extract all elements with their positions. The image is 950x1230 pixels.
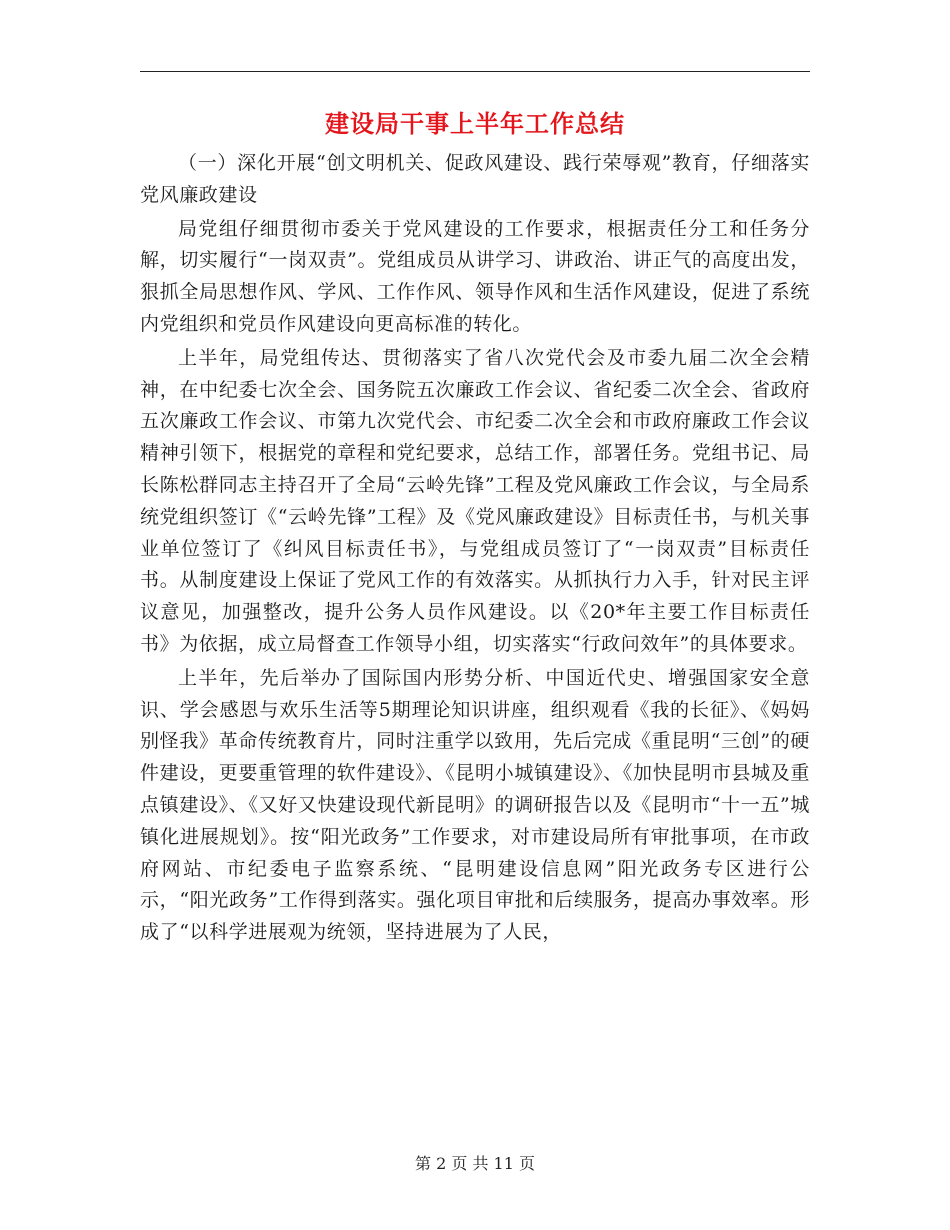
- header-rule: [140, 71, 810, 72]
- paragraph-section-heading: （一）深化开展“创文明机关、促政风建设、践行荣辱观”教育，仔细落实党风廉政建设: [140, 152, 810, 206]
- paragraph: 上半年，先后举办了国际国内形势分析、中国近代史、增强国家安全意识、学会感恩与欢乐生活等5期理论知识讲座，组织观看《我的长征》、《妈妈别怪我》革命传统教育片，同时注重学以致用，先后完成《重昆明“三创”的硬件建设，更要重管理的软件建设》、《昆明小城镇建设》、《加快昆明市县城及重点镇建设》、《又好又快建设现代新昆明》的调研报告以及《昆明市“十一五”城镇化进展规划》。按“阳光政务”工作要求，对市建设局所有审批事项，在市政府网站、市纪委电子监察系统、“昆明建设信息网”阳光政务专区进行公示，“阳光政务”工作得到落实。强化项目审批和后续服务，提高办事效率。形成了“以科学进展观为统领，坚持进展为了人民，: [140, 666, 810, 944]
- paragraph: 上半年，局党组传达、贯彻落实了省八次党代会及市委九届二次全会精神，在中纪委七次全会、国务院五次廉政工作会议、省纪委二次全会、省政府五次廉政工作会议、市第九次党代会、市纪委二次全会和市政府廉政工作会议精神引领下，根据党的章程和党纪要求，总结工作，部署任务。党组书记、局长陈松群同志主持召开了全局“云岭先锋”工程及党风廉政工作会议，与全局系统党组织签订《“云岭先锋”工程》及《党风廉政建设》目标责任书，与机关事业单位签订了《纠风目标责任书》，与党组成员签订了“一岗双责”目标责任书。从制度建设上保证了党风工作的有效落实。从抓执行力入手，针对民主评议意见，加强整改，提升公务人员作风建设。以《20*年主要工作目标责任书》为依据，成立局督查工作领导小组，切实落实“行政问效年”的具体要求。: [140, 346, 810, 655]
- document-body: [140, 148, 810, 951]
- document-title: 建设局干事上半年工作总结: [325, 109, 625, 138]
- paragraph: 局党组仔细贯彻市委关于党风建设的工作要求，根据责任分工和任务分解，切实履行“一岗双责”。党组成员从讲学习、讲政治、讲正气的高度出发，狠抓全局思想作风、学风、工作作风、领导作风和生活作风建设，促进了系统内党组织和党员作风建设向更高标准的转化。: [140, 217, 810, 335]
- page-footer: [140, 1152, 810, 1176]
- page-number: 第 2 页 共 11 页: [415, 1154, 535, 1173]
